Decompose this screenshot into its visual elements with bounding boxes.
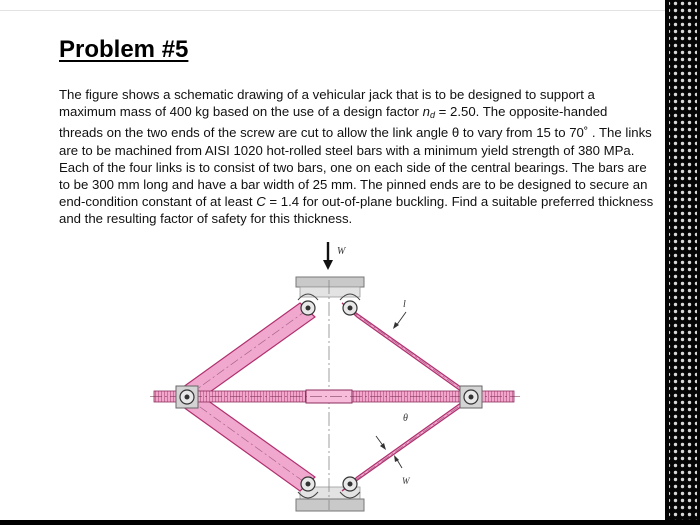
design-factor-subscript: d bbox=[429, 110, 435, 121]
link-lower-left bbox=[179, 390, 315, 491]
page-edge-border bbox=[665, 0, 700, 520]
link-upper-left bbox=[179, 303, 315, 404]
angle-label: θ bbox=[403, 413, 408, 424]
load-label-bottom: W bbox=[402, 476, 410, 486]
link-length-arrow bbox=[393, 312, 406, 329]
design-factor-symbol: n bbox=[422, 104, 430, 120]
right-pivot-block bbox=[460, 386, 482, 408]
top-rule bbox=[0, 10, 665, 11]
load-arrow-top bbox=[323, 242, 333, 270]
load-label-top: W bbox=[337, 246, 346, 257]
left-pivot-block bbox=[176, 386, 198, 408]
statement-part-2: = 2.50. The opposite-handed threads on the two ends of the screw are cut to allow the link angle θ to vary from 15 to 70˚ . The links are to be machined from AISI 1020 hot-rolled steel bars with a minimum yield strength of 380 MPa. Each of the four links is to consist of two bars, one on each side of the central bearings. The bars are to be 300 mm long and have a bar width of 25 mm. The pinned ends are to be designed to secure an end-condition constant of at least bbox=[59, 104, 652, 210]
statement-part-1: The figure shows a schematic drawing of a vehicular jack that is to be designed to support a maximum mass of 400 kg based on the use of a design factor bbox=[59, 87, 595, 120]
statement-part-3: = 1.4 for out-of-plane buckling. Find a suitable preferred thickness and the resulting factor of safety for this thickness. bbox=[59, 194, 654, 227]
link-lower-right bbox=[342, 390, 479, 491]
jack-schematic bbox=[140, 240, 540, 520]
problem-title: Problem #5 bbox=[59, 36, 189, 63]
end-condition-symbol: C bbox=[256, 194, 266, 210]
problem-statement bbox=[59, 86, 655, 228]
link-length-label: l bbox=[403, 299, 406, 310]
link-upper-right bbox=[342, 303, 479, 404]
dotted-border-pattern bbox=[665, 0, 700, 520]
